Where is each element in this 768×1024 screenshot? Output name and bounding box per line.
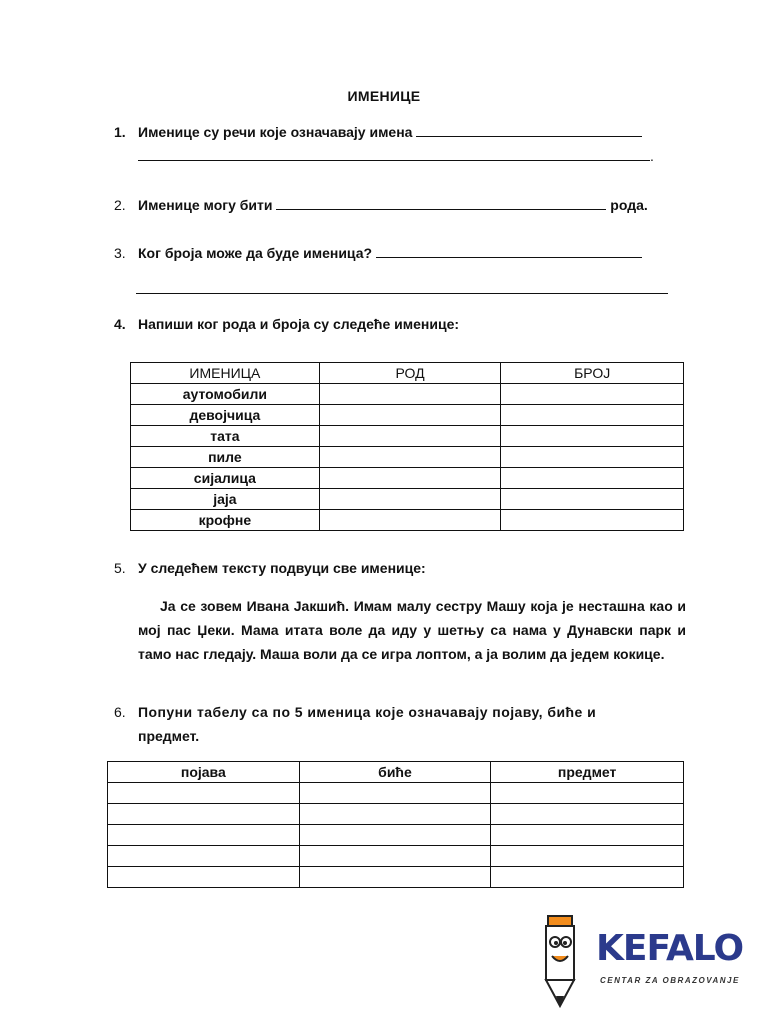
answer-blank[interactable] bbox=[138, 148, 650, 161]
table-row bbox=[108, 846, 684, 867]
question-6: 6. Попуни табелу са по 5 именица које означавају појаву, биће и bbox=[114, 704, 597, 720]
answer-cell[interactable] bbox=[501, 510, 684, 531]
column-header: БРОЈ bbox=[501, 363, 684, 384]
answer-cell[interactable] bbox=[491, 783, 684, 804]
table-header-row bbox=[131, 363, 684, 384]
answer-cell[interactable] bbox=[501, 384, 684, 405]
answer-cell[interactable] bbox=[501, 426, 684, 447]
question-1-line2: . bbox=[138, 148, 654, 164]
answer-cell[interactable] bbox=[501, 468, 684, 489]
phenomenon-being-object-table bbox=[107, 761, 684, 888]
table-row bbox=[108, 825, 684, 846]
question-3-line2 bbox=[136, 281, 668, 297]
answer-cell[interactable] bbox=[501, 405, 684, 426]
page-title: ИМЕНИЦЕ bbox=[347, 88, 421, 104]
table-row: јаја bbox=[131, 489, 684, 510]
answer-cell[interactable] bbox=[319, 489, 501, 510]
answer-cell[interactable] bbox=[108, 804, 300, 825]
table-row: сијалица bbox=[131, 468, 684, 489]
question-6-line2: предмет. bbox=[138, 728, 200, 744]
table-row bbox=[108, 783, 684, 804]
column-header: појава bbox=[108, 762, 300, 783]
table-row: девојчица bbox=[131, 405, 684, 426]
table-header-row bbox=[108, 762, 684, 783]
column-header: РОД bbox=[319, 363, 501, 384]
answer-cell[interactable] bbox=[319, 510, 501, 531]
answer-blank[interactable] bbox=[276, 197, 606, 210]
question-1: 1. Именице су речи које означавају имена bbox=[114, 124, 642, 140]
table-row bbox=[108, 867, 684, 888]
exercise-paragraph: Ја се зовем Ивана Јакшић. Имам малу сестру Машу која је несташна као и мој пас Џеки. Мама итата воле да иду у шетњу са нама у Дунавски парк и тамо нас гледају. Маша воли да се игра лоптом, а ја волим да једем кокице. bbox=[138, 598, 686, 662]
question-3: 3. Ког броја може да буде именица? bbox=[114, 245, 642, 261]
answer-cell[interactable] bbox=[299, 804, 491, 825]
column-header: ИМЕНИЦА bbox=[131, 363, 320, 384]
answer-cell[interactable] bbox=[491, 825, 684, 846]
answer-cell[interactable] bbox=[299, 825, 491, 846]
column-header: предмет bbox=[491, 762, 684, 783]
table-row: тата bbox=[131, 426, 684, 447]
table-row: пиле bbox=[131, 447, 684, 468]
answer-cell[interactable] bbox=[299, 783, 491, 804]
question-5: 5. У следећем тексту подвуци све именице: bbox=[114, 560, 426, 576]
answer-cell[interactable] bbox=[491, 867, 684, 888]
column-header: биће bbox=[299, 762, 491, 783]
answer-cell[interactable] bbox=[108, 867, 300, 888]
answer-cell[interactable] bbox=[319, 468, 501, 489]
answer-cell[interactable] bbox=[501, 447, 684, 468]
answer-cell[interactable] bbox=[108, 846, 300, 867]
answer-cell[interactable] bbox=[491, 846, 684, 867]
answer-blank[interactable] bbox=[136, 281, 668, 294]
question-4: 4. Напиши ког рода и броја су следеће именице: bbox=[114, 316, 460, 332]
answer-cell[interactable] bbox=[108, 783, 300, 804]
question-2: 2. Именице могу бити рода. bbox=[114, 197, 648, 213]
logo-subtitle: CENTAR ZA OBRAZOVANJE bbox=[600, 976, 740, 985]
answer-cell[interactable] bbox=[501, 489, 684, 510]
answer-cell[interactable] bbox=[319, 384, 501, 405]
pencil-mascot-icon bbox=[540, 910, 590, 1010]
table-row: крофне bbox=[131, 510, 684, 531]
answer-cell[interactable] bbox=[299, 867, 491, 888]
answer-cell[interactable] bbox=[319, 405, 501, 426]
table-row bbox=[108, 804, 684, 825]
answer-cell[interactable] bbox=[319, 426, 501, 447]
logo-wordmark: KEFALO bbox=[596, 928, 744, 969]
answer-cell[interactable] bbox=[319, 447, 501, 468]
table-row: аутомобили bbox=[131, 384, 684, 405]
noun-gender-number-table bbox=[130, 362, 684, 531]
answer-cell[interactable] bbox=[491, 804, 684, 825]
answer-cell[interactable] bbox=[299, 846, 491, 867]
answer-cell[interactable] bbox=[108, 825, 300, 846]
answer-blank[interactable] bbox=[376, 245, 642, 258]
answer-blank[interactable] bbox=[416, 124, 642, 137]
